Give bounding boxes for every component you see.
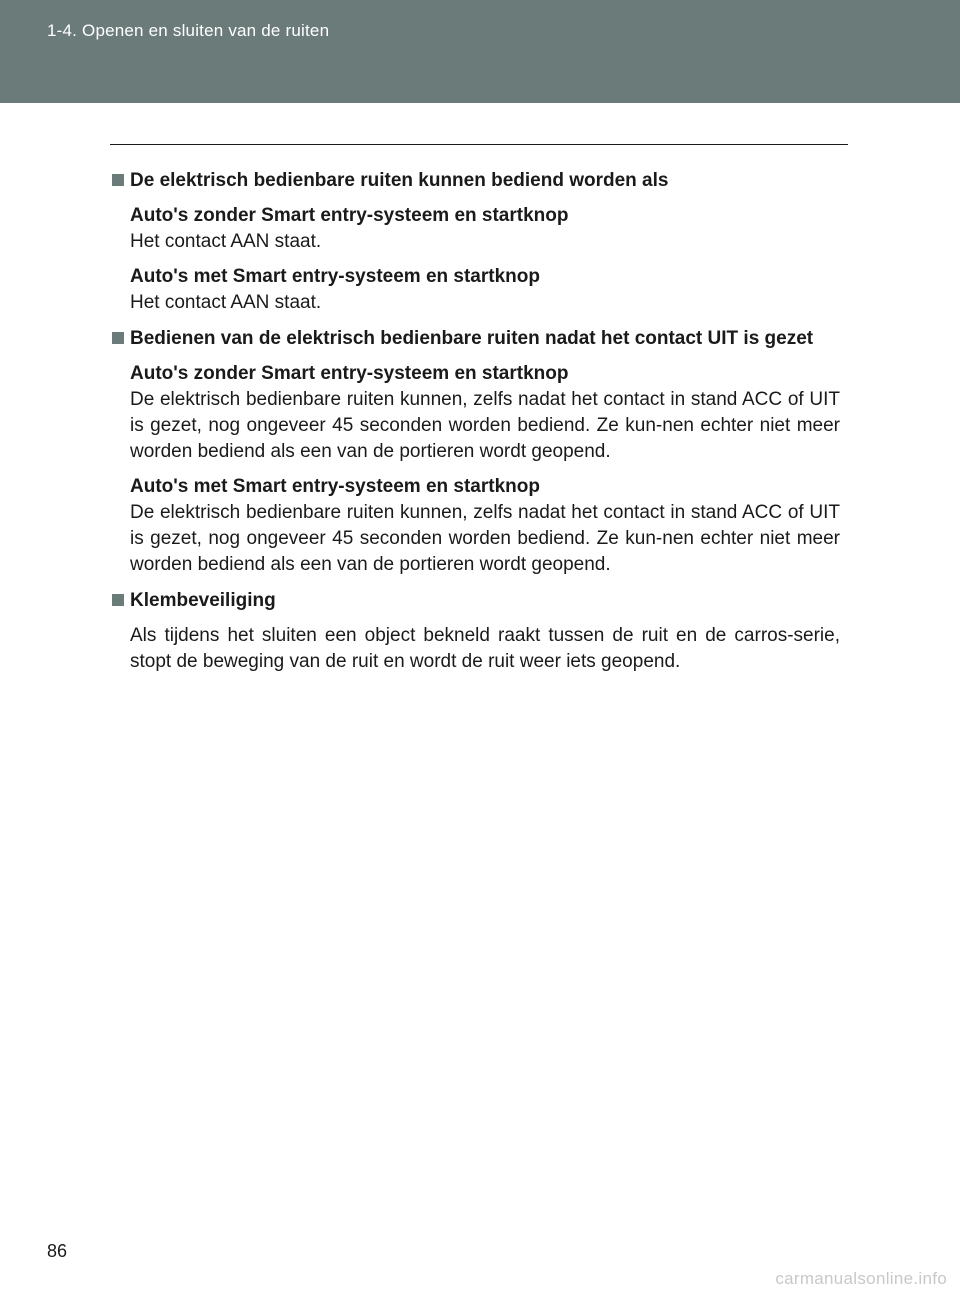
paragraph: Als tijdens het sluiten een object bekneld raakt tussen de ruit en de carros-serie, stopt de beweging van de ruit en wordt de ruit weer iets geopend. (130, 625, 840, 672)
divider-rule (110, 144, 848, 145)
header-band (0, 0, 960, 103)
sub-title: Auto's met Smart entry-systeem en startknop (130, 476, 540, 497)
square-bullet-icon (112, 332, 124, 344)
sub-block (130, 623, 840, 675)
paragraph: De elektrisch bedienbare ruiten kunnen, zelfs nadat het contact in stand ACC of UIT is gezet, nog ongeveer 45 seconden worden bediend. Ze kun-nen echter niet meer worden bediend als een van de portieren wordt geopend. (130, 389, 840, 462)
square-bullet-icon (112, 174, 124, 186)
sub-block (130, 474, 840, 578)
paragraph: Het contact AAN staat. (130, 231, 322, 252)
sub-block (130, 361, 840, 465)
section-operable-conditions (112, 168, 840, 316)
section-heading: De elektrisch bedienbare ruiten kunnen bediend worden als (112, 168, 840, 194)
sub-block (130, 203, 840, 255)
square-bullet-icon (112, 594, 124, 606)
paragraph: De elektrisch bedienbare ruiten kunnen, zelfs nadat het contact in stand ACC of UIT is gezet, nog ongeveer 45 seconden worden bediend. Ze kun-nen echter niet meer worden bediend als een van de portieren wordt geopend. (130, 502, 840, 575)
sub-title: Auto's zonder Smart entry-systeem en startknop (130, 363, 569, 384)
paragraph: Het contact AAN staat. (130, 292, 322, 313)
section-heading: Bedienen van de elektrisch bedienbare ruiten nadat het contact UIT is gezet (112, 326, 840, 352)
sub-block (130, 264, 840, 316)
section-title: 1-4. Openen en sluiten van de ruiten (47, 21, 330, 40)
page-number: 86 (47, 1241, 68, 1261)
section-jam-protection (112, 588, 840, 675)
sub-title: Auto's zonder Smart entry-systeem en startknop (130, 205, 569, 226)
sub-title: Auto's met Smart entry-systeem en startknop (130, 266, 540, 287)
page-content (112, 168, 840, 675)
section-heading: Klembeveiliging (112, 588, 840, 614)
section-after-ignition-off (112, 326, 840, 578)
watermark: carmanualsonline.info (775, 1269, 947, 1288)
